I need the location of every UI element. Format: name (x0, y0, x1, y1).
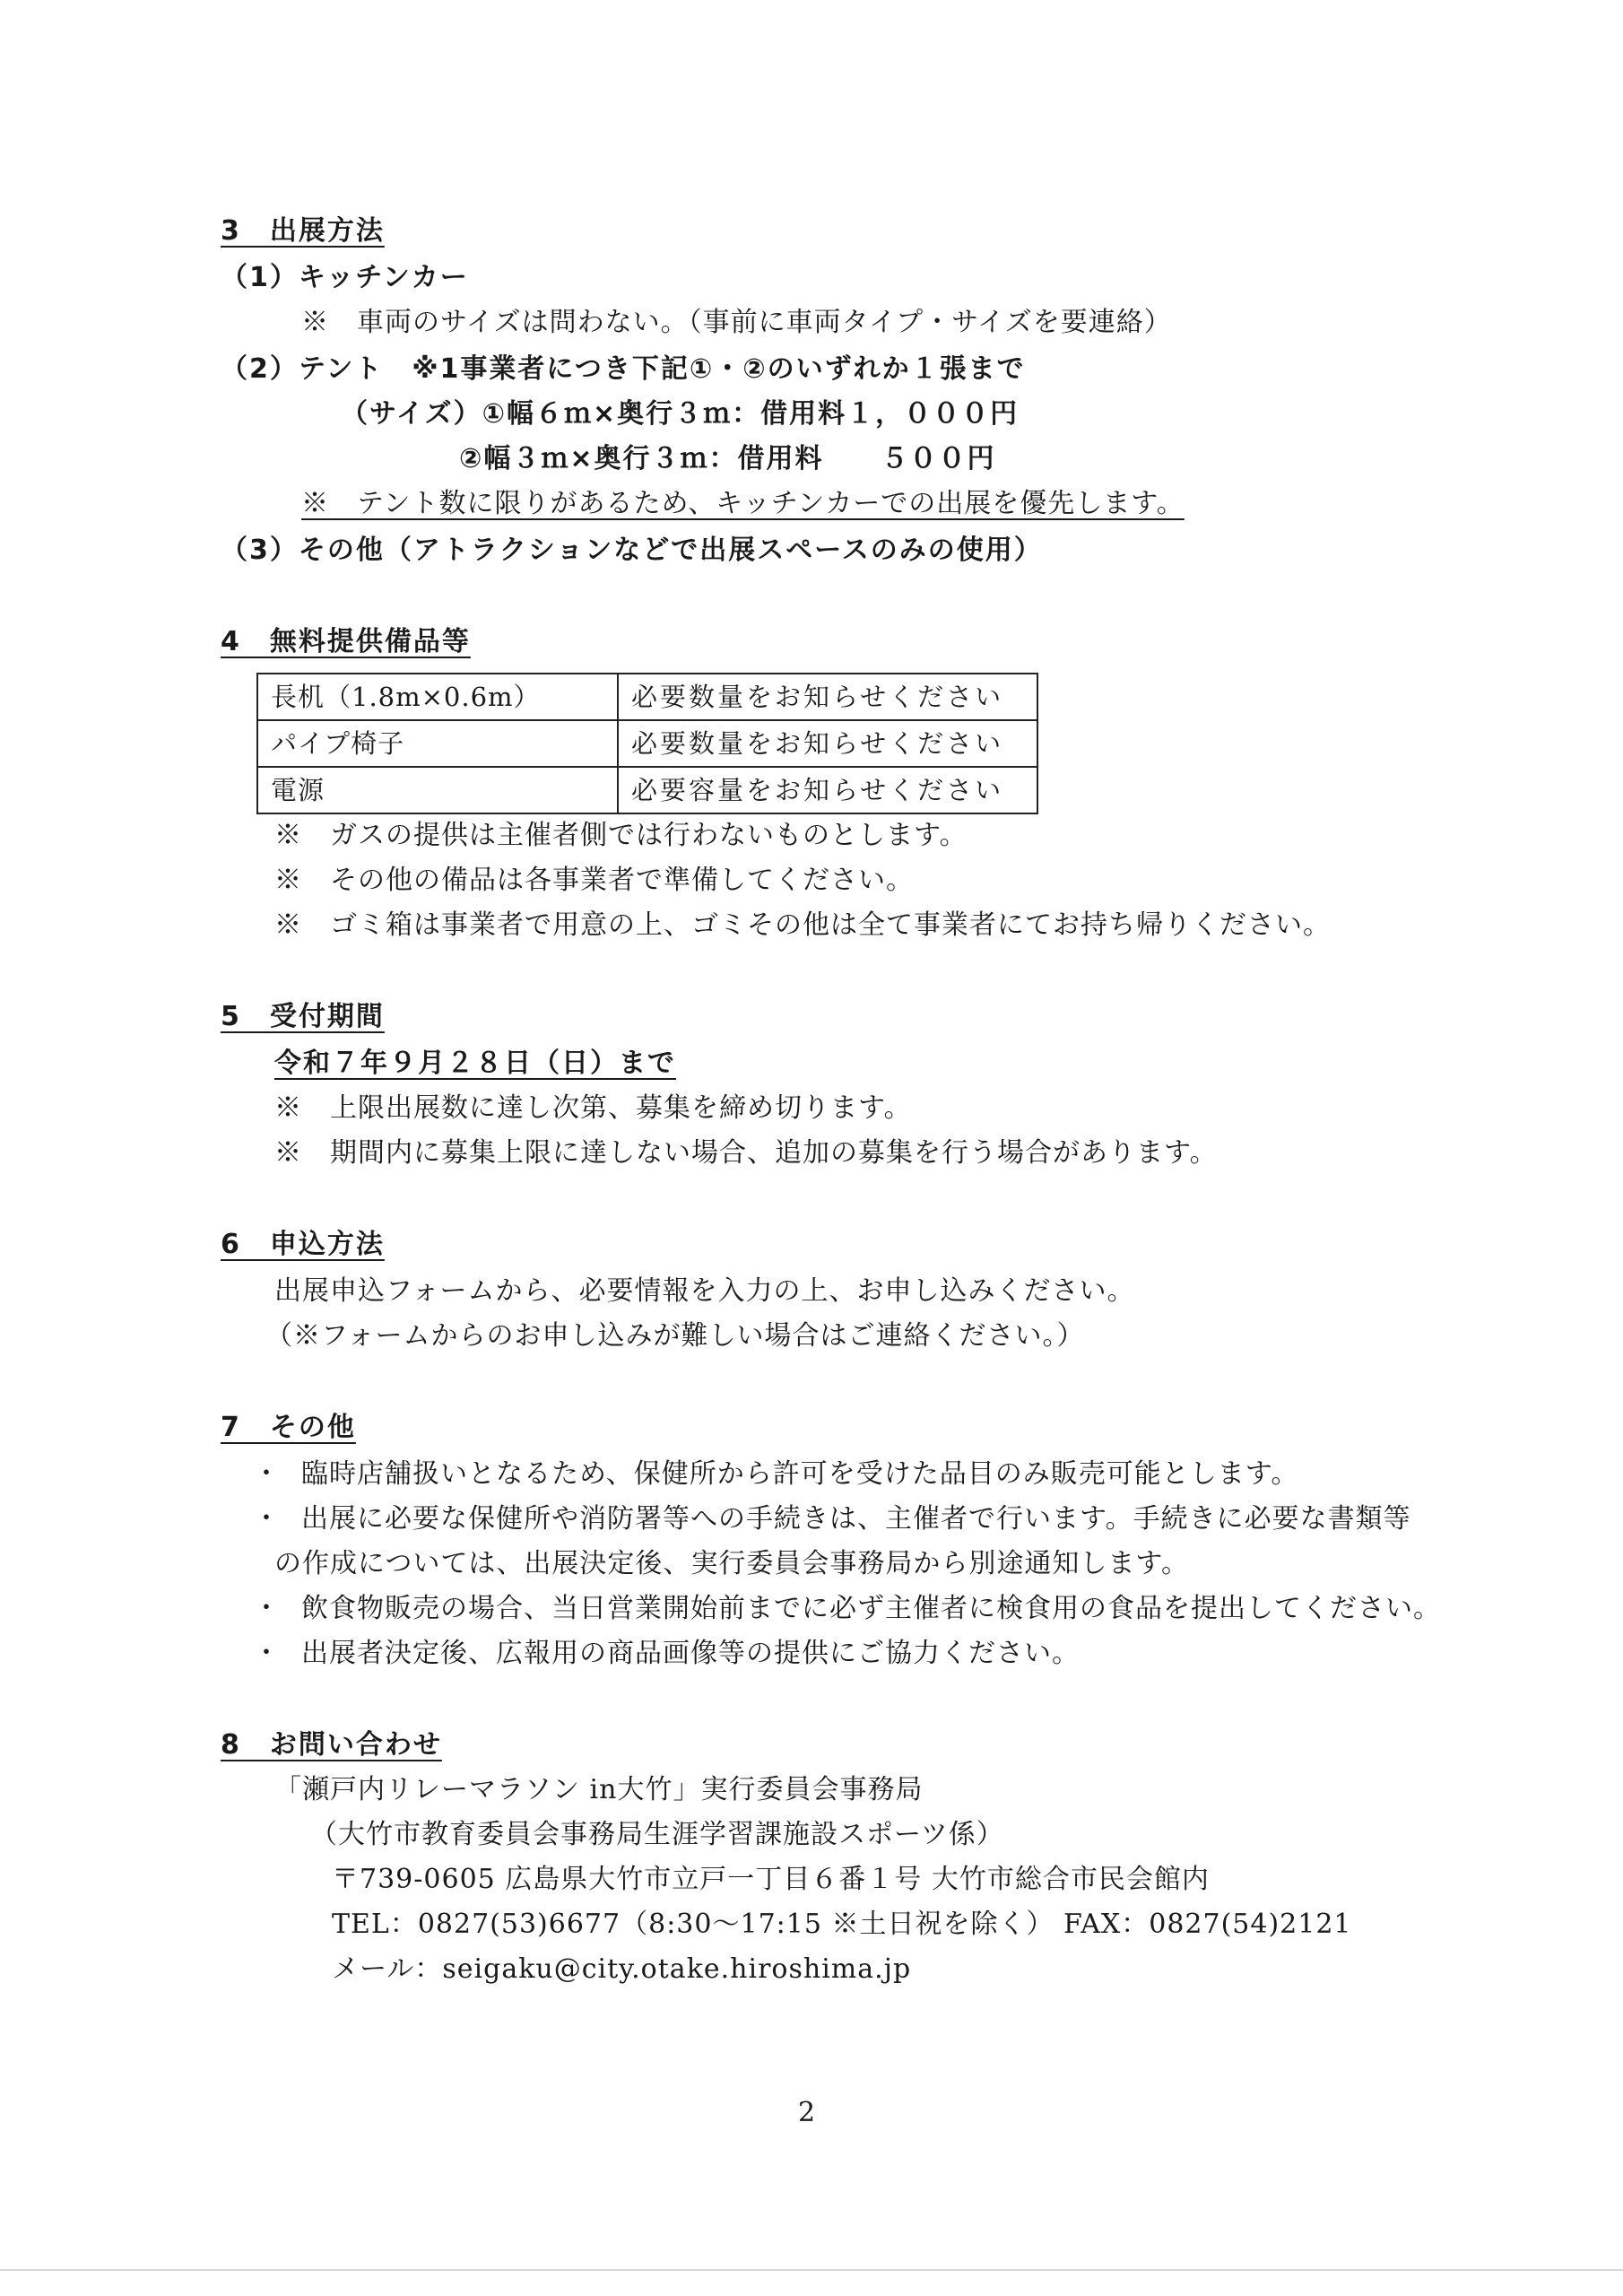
other-item-3: 飲食物販売の場合、当日営業開始前までに必ず主催者に検食用の食品を提出してください。 (301, 1593, 1441, 1624)
equipment-item: 電源 (257, 767, 618, 813)
kitchen-car-note: ※ 車両のサイズは問わない。（事前に車両タイプ・サイズを要連絡） (301, 307, 1172, 338)
equipment-note-gas: ※ ガスの提供は主催者側では行わないものとします。 (274, 820, 968, 851)
equipment-note-other: ※ その他の備品は各事業者で準備してください。 (274, 865, 914, 896)
page-number: 2 (798, 2097, 817, 2128)
equipment-note-trash: ※ ゴミ箱は事業者で用意の上、ゴミその他は全て事業者にてお持ち帰りください。 (274, 909, 1331, 941)
table-row (257, 674, 1037, 720)
other-item-1: 臨時店舗扱いとなるため、保健所から許可を受けた品目のみ販売可能とします。 (301, 1458, 1299, 1490)
equipment-note: 必要容量をお知らせください (618, 767, 1037, 813)
section-3-sub-kitchen-car: （1）キッチンカー (221, 262, 469, 293)
bullet: ・ (253, 1458, 281, 1490)
contact-org: 「瀬戸内リレーマラソン in大竹」実行委員会事務局 (274, 1774, 924, 1805)
section-6-heading: 6 申込方法 (221, 1229, 385, 1260)
table-row (257, 720, 1037, 767)
deadline-note-1: ※ 上限出展数に達し次第、募集を締め切ります。 (274, 1092, 912, 1124)
equipment-table (256, 673, 1038, 814)
tent-priority-note: ※ テント数に限りがあるため、キッチンカーでの出展を優先します。 (301, 488, 1185, 519)
contact-address: 〒739-0605 広島県大竹市立戸一丁目６番１号 大竹市総合市民会館内 (332, 1864, 1210, 1895)
section-8-heading: 8 お問い合わせ (221, 1729, 442, 1761)
bullet: ・ (253, 1638, 281, 1669)
contact-dept: （大竹市教育委員会事務局生涯学習課施設スポーツ係） (310, 1819, 1004, 1850)
equipment-item: 長机（1.8m×0.6m） (257, 674, 618, 720)
tent-size-line-2: ②幅３ｍ×奥行３ｍ：借用料 ５００円 (459, 443, 996, 474)
application-line-1: 出展申込フォームから、必要情報を入力の上、お申し込みください。 (274, 1275, 1135, 1307)
scan-edge-line (0, 2269, 1623, 2271)
section-3-heading: 3 出展方法 (221, 215, 385, 247)
application-line-2: （※フォームからのお申し込みが難しい場合はご連絡ください。） (265, 1320, 1085, 1352)
section-3-sub-tent: （2）テント ※1事業者につき下記①・②のいずれか１張まで (221, 353, 1026, 385)
table-row (257, 767, 1037, 813)
section-5-heading: 5 受付期間 (221, 1001, 385, 1032)
deadline-note-2: ※ 期間内に募集上限に達しない場合、追加の募集を行う場合があります。 (274, 1137, 1218, 1169)
other-item-2-continued: の作成については、出展決定後、実行委員会事務局から別途通知します。 (274, 1548, 1189, 1579)
bullet: ・ (253, 1593, 281, 1624)
tent-size-line-1: （サイズ）①幅６ｍ×奥行３ｍ：借用料１，０００円 (341, 398, 1020, 430)
section-4-heading: 4 無料提供備品等 (221, 626, 471, 657)
equipment-note: 必要数量をお知らせください (618, 720, 1037, 767)
other-item-2: 出展に必要な保健所や消防署等への手続きは、主催者で行います。手続きに必要な書類等 (301, 1503, 1411, 1535)
deadline: 令和７年９月２８日（日）まで (274, 1048, 676, 1079)
bullet: ・ (253, 1503, 281, 1535)
section-3-sub-other: （3）その他（アトラクションなどで出展スペースのみの使用） (221, 535, 1043, 566)
section-7-heading: 7 その他 (221, 1412, 356, 1443)
contact-phone-fax: TEL：0827(53)6677（8:30～17:15 ※土日祝を除く） FAX：0827(54)2121 (332, 1909, 1352, 1940)
equipment-note: 必要数量をお知らせください (618, 674, 1037, 720)
equipment-item: パイプ椅子 (257, 720, 618, 767)
contact-email: メール：seigaku@city.otake.hiroshima.jp (332, 1953, 912, 1985)
other-item-4: 出展者決定後、広報用の商品画像等の提供にご協力ください。 (301, 1638, 1080, 1669)
